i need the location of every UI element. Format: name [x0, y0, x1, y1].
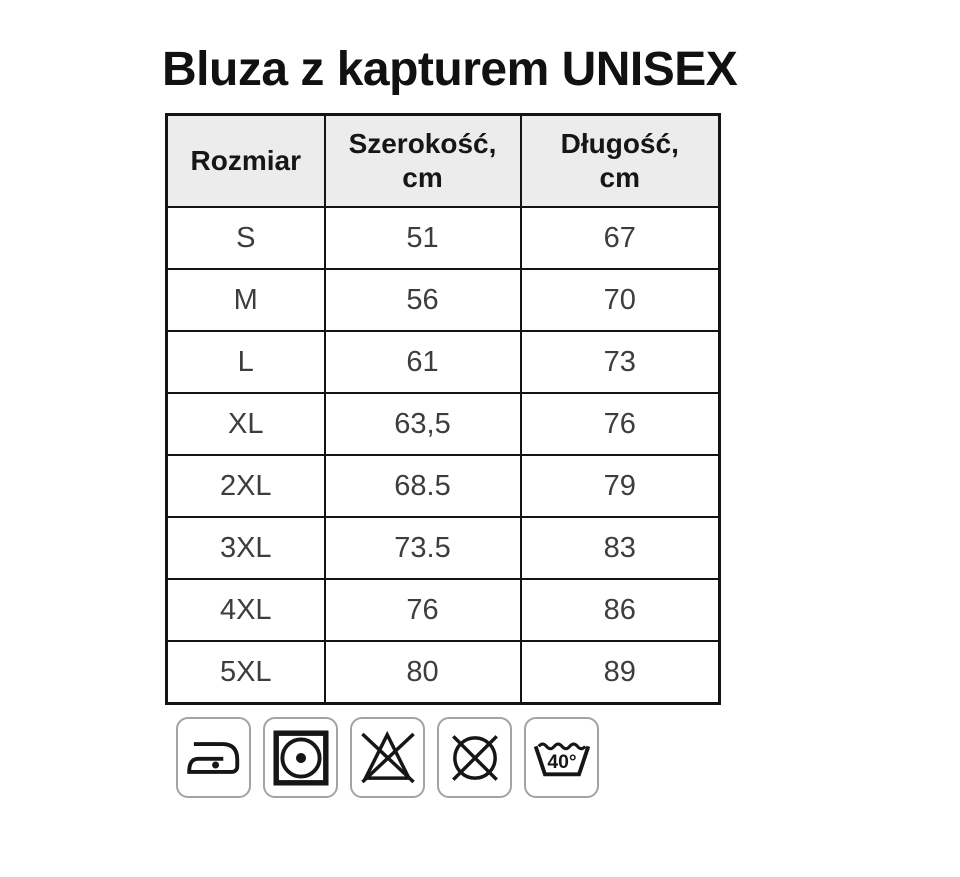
- length-cell: 67: [521, 207, 720, 269]
- table-row: [167, 393, 720, 455]
- table-row: [167, 517, 720, 579]
- length-cell: 70: [521, 269, 720, 331]
- size-cell: L: [167, 331, 325, 393]
- length-cell: 73: [521, 331, 720, 393]
- width-cell: 80: [325, 641, 521, 704]
- size-cell: 3XL: [167, 517, 325, 579]
- tumble-dry-icon: [270, 725, 332, 791]
- width-cell: 68.5: [325, 455, 521, 517]
- table-row: [167, 641, 720, 704]
- length-cell: 76: [521, 393, 720, 455]
- col-header-width-line2: cm: [402, 162, 443, 193]
- length-cell: 83: [521, 517, 720, 579]
- care-box-tumble-dry: [263, 717, 338, 798]
- col-header-size: [167, 115, 325, 208]
- col-header-width-line1: Szerokość,: [348, 128, 497, 159]
- table-row: [167, 269, 720, 331]
- size-cell: 4XL: [167, 579, 325, 641]
- wash-40-icon: [531, 725, 593, 791]
- width-cell: 56: [325, 269, 521, 331]
- size-cell: S: [167, 207, 325, 269]
- length-cell: 89: [521, 641, 720, 704]
- size-table: [165, 113, 721, 705]
- col-header-length-line2: cm: [599, 162, 640, 193]
- col-header-width: [325, 115, 521, 208]
- width-cell: 63,5: [325, 393, 521, 455]
- care-symbols-row: [176, 717, 599, 798]
- do-not-dry-clean-icon: [444, 725, 506, 791]
- length-cell: 86: [521, 579, 720, 641]
- table-row: [167, 455, 720, 517]
- length-cell: 79: [521, 455, 720, 517]
- table-row: [167, 207, 720, 269]
- care-box-iron: [176, 717, 251, 798]
- wash-temp-label: 40°: [546, 750, 577, 773]
- page-title: Bluza z kapturem UNISEX: [162, 43, 738, 96]
- col-header-length-line1: Długość,: [560, 128, 679, 159]
- size-cell: XL: [167, 393, 325, 455]
- do-not-bleach-icon: [357, 725, 419, 791]
- size-cell: 2XL: [167, 455, 325, 517]
- size-cell: 5XL: [167, 641, 325, 704]
- width-cell: 61: [325, 331, 521, 393]
- care-box-do-not-bleach: [350, 717, 425, 798]
- col-header-size-line1: Rozmiar: [190, 145, 301, 176]
- width-cell: 51: [325, 207, 521, 269]
- size-cell: M: [167, 269, 325, 331]
- col-header-length: [521, 115, 720, 208]
- care-box-do-not-dry-clean: [437, 717, 512, 798]
- table-row: [167, 579, 720, 641]
- table-row: [167, 331, 720, 393]
- width-cell: 73.5: [325, 517, 521, 579]
- iron-icon: [183, 725, 245, 791]
- table-header-row: [167, 115, 720, 208]
- care-box-wash-40: [524, 717, 599, 798]
- width-cell: 76: [325, 579, 521, 641]
